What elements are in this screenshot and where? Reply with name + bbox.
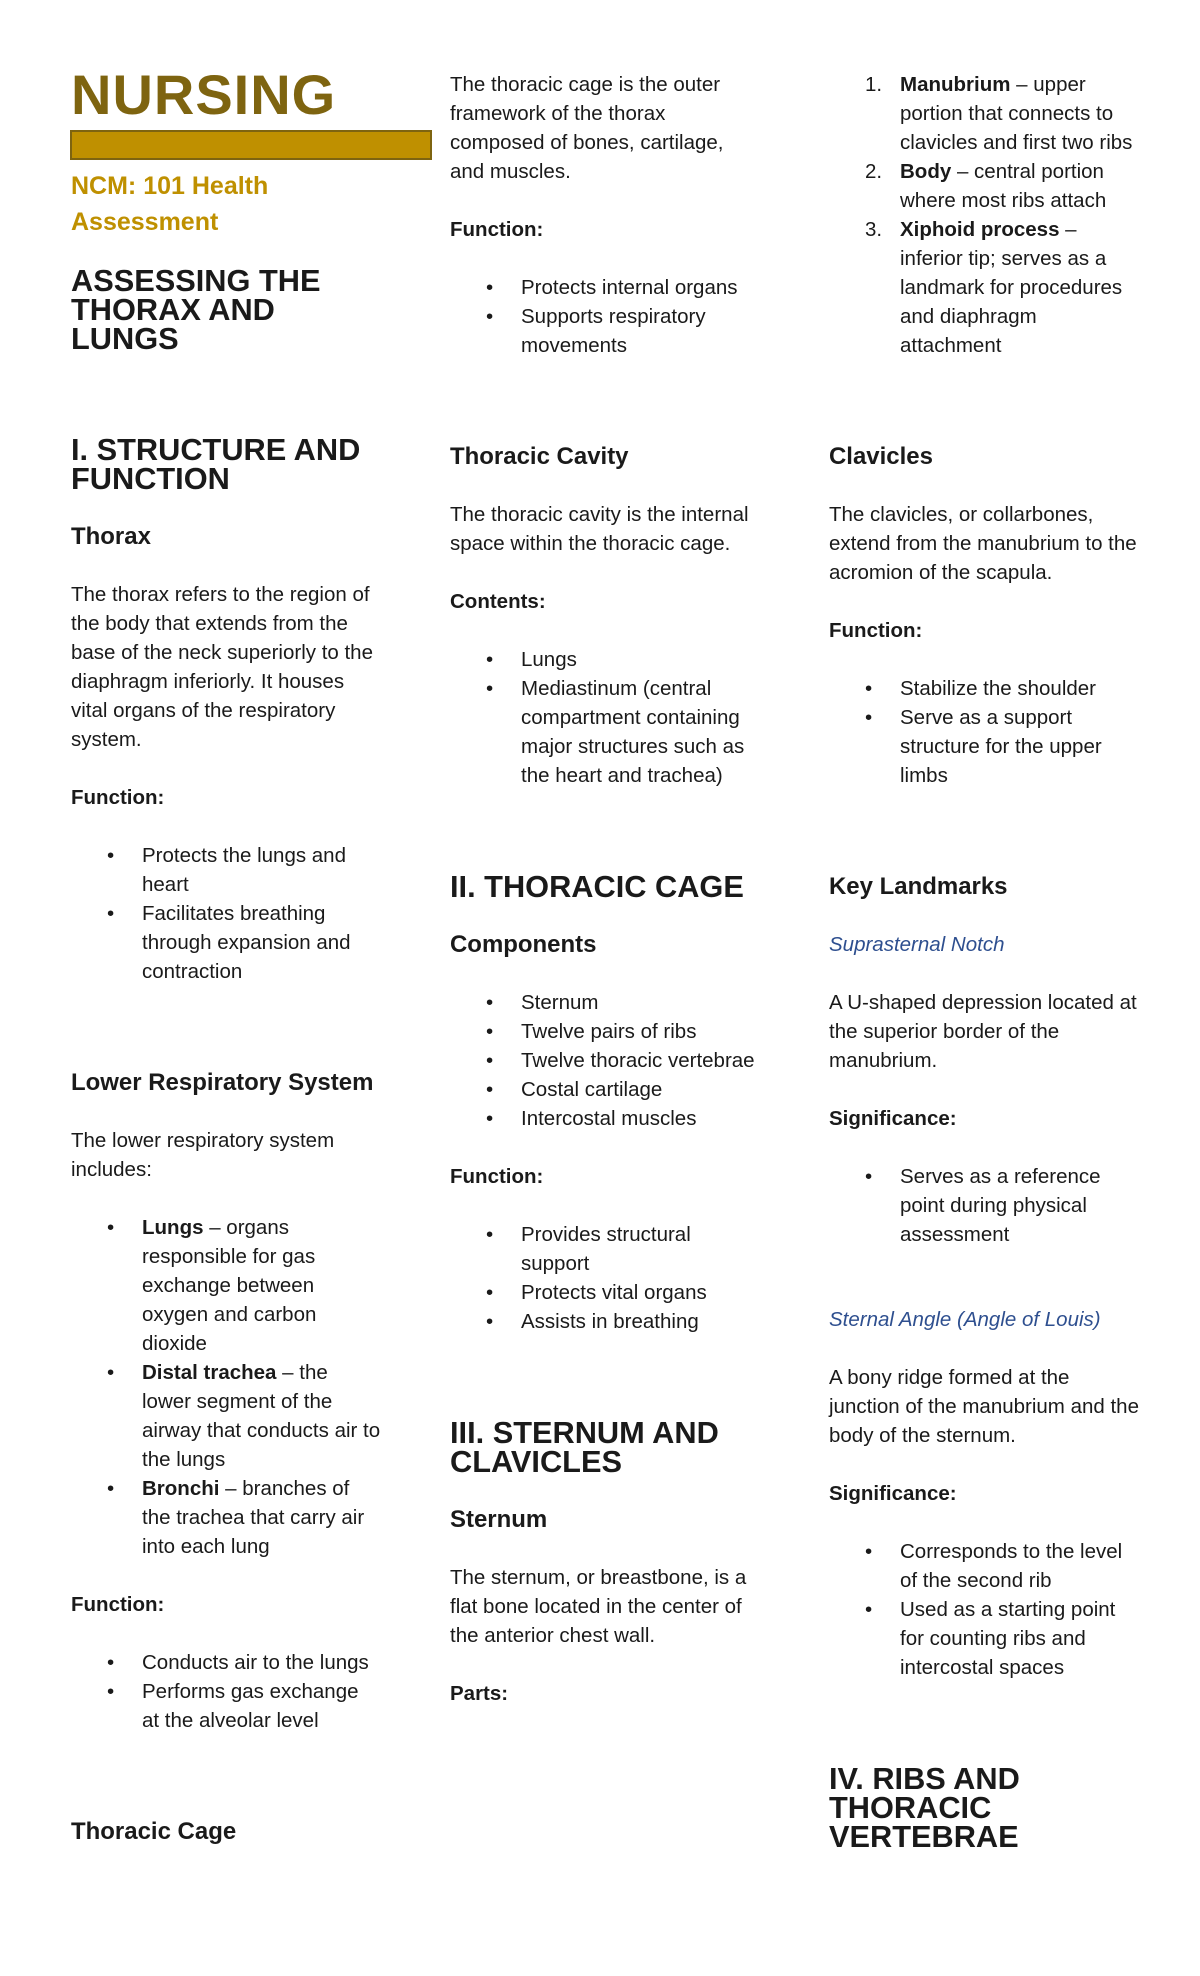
term-description: – branches of the trachea that carry air into each lung [142, 1477, 365, 1558]
suprasternal-notch-paragraph: A U-shaped depression located at the superior border of the manubrium. [829, 991, 1137, 1072]
brand-title: NURSING [71, 63, 337, 126]
suprasternal-notch-heading: Suprasternal Notch [829, 933, 1005, 956]
term-description: – inferior tip; serves as a landmark for procedures and diaphragm attachment [900, 218, 1123, 357]
clavicles-paragraph: The clavicles, or collarbones, extend from the manubrium to the acromion of the scapula. [829, 503, 1137, 584]
list-item: • Serve as a support structure for the upper limbs [829, 703, 1139, 790]
thoracic-cavity-heading: Thoracic Cavity [450, 443, 629, 470]
list-item: • Intercostal muscles [450, 1104, 760, 1133]
list-item: • Supports respiratory movements [450, 302, 760, 360]
list-number: 3. [865, 218, 883, 241]
section-4-title: IV. RIBS AND THORACIC VERTEBRAE [829, 1761, 1020, 1854]
lower-respiratory-function-list [71, 1648, 381, 1735]
list-item: • Provides structural support [450, 1220, 760, 1278]
thoracic-cavity-paragraph: The thoracic cavity is the internal space within the thoracic cage. [450, 503, 749, 555]
list-item: • Twelve thoracic vertebrae [450, 1046, 760, 1075]
document-title: ASSESSING THE THORAX AND LUNGS [71, 263, 321, 356]
thorax-function-list [71, 841, 381, 986]
significance-label: Significance: [829, 1482, 957, 1505]
function-label: Function: [450, 218, 544, 241]
term: Xiphoid process [900, 218, 1060, 241]
list-item: • Performs gas exchange at the alveolar level [71, 1677, 381, 1735]
term-description: – upper portion that connects to clavicles and first two ribs [900, 73, 1133, 154]
term: Manubrium [900, 73, 1011, 96]
clavicles-function-list [829, 674, 1139, 790]
list-item: • Used as a starting point for counting ribs and intercostal spaces [829, 1595, 1139, 1682]
sternum-parts-list [829, 70, 1139, 360]
list-item: • Protects vital organs [450, 1278, 760, 1307]
contents-label: Contents: [450, 590, 546, 613]
parts-label: Parts: [450, 1682, 509, 1705]
list-item: • Protects the lungs and heart [71, 841, 381, 899]
list-item: • Mediastinum (central compartment containing major structures such as the heart and trachea) [450, 674, 760, 790]
list-item [829, 215, 1139, 360]
sternum-paragraph: The sternum, or breastbone, is a flat bone located in the center of the anterior chest wall. [450, 1566, 747, 1647]
list-item: • Twelve pairs of ribs [450, 1017, 760, 1046]
notch-significance-list [829, 1162, 1139, 1249]
cage-function-list [450, 273, 760, 360]
section-1-title: I. STRUCTURE AND FUNCTION [71, 432, 361, 496]
significance-label: Significance: [829, 1107, 957, 1130]
list-number: 1. [865, 73, 883, 96]
column-3 [829, 70, 1139, 1854]
term-description: – organs responsible for gas exchange between oxygen and carbon dioxide [142, 1216, 317, 1355]
list-item: • Costal cartilage [450, 1075, 760, 1104]
components-heading: Components [450, 931, 597, 958]
term: Body [900, 160, 952, 183]
list-item [829, 70, 1139, 157]
list-item [71, 1213, 381, 1358]
list-item: • Lungs [450, 645, 760, 674]
thorax-heading: Thorax [71, 523, 151, 550]
term: Lungs [142, 1216, 204, 1239]
list-item: • Corresponds to the level of the second rib [829, 1537, 1139, 1595]
function-label: Function: [71, 786, 165, 809]
cage-structure-function-list [450, 1220, 760, 1336]
sternal-angle-heading: Sternal Angle (Angle of Louis) [829, 1308, 1101, 1331]
lower-respiratory-heading: Lower Respiratory System [71, 1069, 374, 1096]
list-item: • Sternum [450, 988, 760, 1017]
term: Bronchi [142, 1477, 220, 1500]
section-2-title: II. THORACIC CAGE [450, 869, 744, 904]
column-2 [450, 70, 760, 1708]
course-subtitle: NCM: 101 Health Assessment [71, 172, 269, 236]
list-item: • Facilitates breathing through expansion and contraction [71, 899, 381, 986]
clavicles-heading: Clavicles [829, 443, 933, 470]
function-label: Function: [829, 619, 923, 642]
list-item: • Protects internal organs [450, 273, 760, 302]
sternum-heading: Sternum [450, 1506, 548, 1533]
components-list [450, 988, 760, 1133]
list-item [71, 1474, 381, 1561]
thorax-paragraph: The thorax refers to the region of the body that extends from the base of the neck superiorly to the diaphragm inferiorly. It houses vital organs of the respiratory system. [71, 583, 373, 751]
list-item [71, 1358, 381, 1474]
term-description: – central portion where most ribs attach [900, 160, 1107, 212]
list-item: • Serves as a reference point during physical assessment [829, 1162, 1139, 1249]
angle-significance-list [829, 1537, 1139, 1682]
list-item: • Conducts air to the lungs [71, 1648, 381, 1677]
sternal-angle-paragraph: A bony ridge formed at the junction of the manubrium and the body of the sternum. [829, 1366, 1139, 1447]
cavity-contents-list [450, 645, 760, 790]
thoracic-cage-heading: Thoracic Cage [71, 1818, 237, 1845]
list-item: • Assists in breathing [450, 1307, 760, 1336]
lower-respiratory-list [71, 1213, 381, 1561]
lower-respiratory-intro: The lower respiratory system includes: [71, 1129, 335, 1181]
list-item: • Stabilize the shoulder [829, 674, 1139, 703]
list-number: 2. [865, 160, 883, 183]
section-3-title: III. STERNUM AND CLAVICLES [450, 1415, 719, 1479]
term-description: – the lower segment of the airway that conducts air to the lungs [142, 1361, 381, 1471]
brand-bar [70, 130, 432, 160]
key-landmarks-heading: Key Landmarks [829, 873, 1008, 900]
list-item [829, 157, 1139, 215]
column-1 [71, 60, 381, 1846]
function-label: Function: [450, 1165, 544, 1188]
term: Distal trachea [142, 1361, 277, 1384]
thoracic-cage-paragraph: The thoracic cage is the outer framework of the thorax composed of bones, cartilage, and muscles. [450, 73, 724, 183]
function-label: Function: [71, 1593, 165, 1616]
